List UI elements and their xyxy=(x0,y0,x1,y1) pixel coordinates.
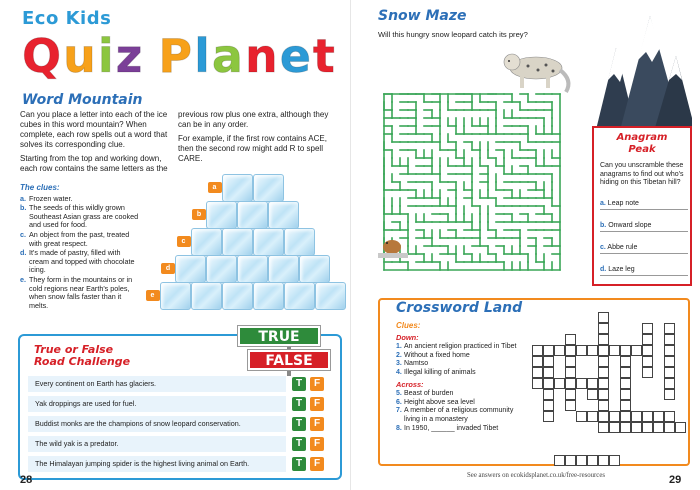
crossword-cell[interactable] xyxy=(620,411,631,422)
true-answer-box[interactable]: T xyxy=(292,457,306,471)
crossword-cell[interactable] xyxy=(664,356,675,367)
clue-letter: d. xyxy=(20,248,27,258)
clue-item xyxy=(20,195,140,204)
row-label: a xyxy=(208,182,222,193)
crossword-cell[interactable] xyxy=(598,334,609,345)
crossword-cell[interactable] xyxy=(554,345,565,356)
crossword-cell[interactable] xyxy=(642,422,653,433)
clue-number: 7. xyxy=(396,407,402,415)
clue-text: Illegal killing of animals xyxy=(404,368,476,376)
statement: Yak droppings are used for fuel. xyxy=(28,396,286,412)
crossword-cell[interactable] xyxy=(576,378,587,389)
crossword-cell[interactable] xyxy=(565,334,576,345)
clue-item xyxy=(20,231,140,248)
crossword-cell[interactable] xyxy=(664,367,675,378)
page-title xyxy=(22,28,335,84)
anagram-title xyxy=(594,132,690,156)
crossword-cell[interactable] xyxy=(609,455,620,466)
snow-maze-heading: Snow Maze xyxy=(378,8,467,24)
title-letter: i xyxy=(97,29,114,83)
crossword-cell[interactable] xyxy=(576,455,587,466)
clues-heading: The clues: xyxy=(20,183,60,192)
ice-cube-cell[interactable] xyxy=(284,282,315,310)
ice-cube-cell[interactable] xyxy=(253,174,284,202)
false-answer-box[interactable]: F xyxy=(310,457,324,471)
crossword-cell[interactable] xyxy=(642,356,653,367)
crossword-cell[interactable] xyxy=(598,455,609,466)
word-mountain-heading: Word Mountain xyxy=(22,92,143,108)
clue-item xyxy=(396,369,522,378)
statement: The Himalayan jumping spider is the highest living animal on Earth. xyxy=(28,456,286,472)
crossword-cell[interactable] xyxy=(642,367,653,378)
clue-letter: a. xyxy=(20,193,26,203)
clue-number: 6. xyxy=(396,398,402,406)
title-letter: Q xyxy=(22,29,62,83)
title-line: True or False xyxy=(34,343,114,356)
word-mountain-intro-col2 xyxy=(178,110,338,168)
crossword-cell[interactable] xyxy=(576,411,587,422)
clue-number: 5. xyxy=(396,390,402,398)
crossword-cell[interactable] xyxy=(598,411,609,422)
crossword-cell[interactable] xyxy=(631,411,642,422)
clue-letter: e. xyxy=(20,274,26,284)
crossword-cell[interactable] xyxy=(565,345,576,356)
ice-cube-cell[interactable] xyxy=(284,228,315,256)
anagram-item[interactable] xyxy=(600,222,688,232)
crossword-cell[interactable] xyxy=(532,378,543,389)
ice-cube-cell[interactable] xyxy=(222,228,253,256)
ice-cube-cell[interactable] xyxy=(299,255,330,283)
clue-item xyxy=(396,425,522,434)
crossword-cell[interactable] xyxy=(631,345,642,356)
ice-cube-cell[interactable] xyxy=(222,282,253,310)
crossword-cell[interactable] xyxy=(587,455,598,466)
crossword-cell[interactable] xyxy=(642,323,653,334)
clue-number: 1. xyxy=(396,343,402,351)
crossword-cell[interactable] xyxy=(664,345,675,356)
crossword-cell[interactable] xyxy=(554,378,565,389)
crossword-cell[interactable] xyxy=(598,367,609,378)
title-letter: u xyxy=(63,29,96,83)
crossword-cell[interactable] xyxy=(609,411,620,422)
crossword-cell[interactable] xyxy=(653,411,664,422)
page-number-right: 29 xyxy=(669,474,682,486)
crossword-cell[interactable] xyxy=(620,389,631,400)
crossword-cell[interactable] xyxy=(598,345,609,356)
clue-text: Frozen water. xyxy=(29,193,73,203)
crossword-cell[interactable] xyxy=(620,356,631,367)
crossword-cell[interactable] xyxy=(587,378,598,389)
ice-cube-cell[interactable] xyxy=(237,255,268,283)
clue-item xyxy=(20,276,140,310)
clue-text: Without a fixed home xyxy=(404,351,470,359)
crossword-cell[interactable] xyxy=(642,334,653,345)
clues-label: Clues: xyxy=(396,321,421,330)
clue-text: An object from the past, treated with great respect. xyxy=(29,229,130,248)
crossword-cell[interactable] xyxy=(598,422,609,433)
crossword-cell[interactable] xyxy=(543,389,554,400)
true-sign: TRUE xyxy=(238,326,320,346)
crossword-cell[interactable] xyxy=(543,367,554,378)
answers-note: See answers on ecokidsplanet.co.uk/free-resources xyxy=(467,472,605,479)
page-number-left: 28 xyxy=(20,474,33,486)
crossword-cell[interactable] xyxy=(532,367,543,378)
anagram-peak-panel xyxy=(592,126,692,286)
title-letter: t xyxy=(312,29,335,83)
crossword-cell[interactable] xyxy=(598,400,609,411)
anagram-item[interactable] xyxy=(600,244,688,254)
crossword-cell[interactable] xyxy=(587,411,598,422)
item-text: Onward slope xyxy=(608,222,652,229)
crossword-cell[interactable] xyxy=(620,367,631,378)
crossword-cell[interactable] xyxy=(609,345,620,356)
brand-text: Eco Kids xyxy=(22,8,112,29)
ice-cube-cell[interactable] xyxy=(160,282,191,310)
item-letter: d. xyxy=(600,266,607,273)
clue-number: 8. xyxy=(396,424,402,432)
down-label: Down: xyxy=(396,332,419,342)
crossword-cell[interactable] xyxy=(587,345,598,356)
title-letter: l xyxy=(194,29,210,83)
mountain-peaks-illustration xyxy=(594,8,692,138)
ice-cube-cell[interactable] xyxy=(315,282,346,310)
true-answer-box[interactable]: T xyxy=(292,417,306,431)
true-answer-box[interactable]: T xyxy=(292,397,306,411)
crossword-cell[interactable] xyxy=(554,455,565,466)
clue-letter: b. xyxy=(20,203,27,213)
crossword-cell[interactable] xyxy=(565,455,576,466)
crossword-cell[interactable] xyxy=(620,378,631,389)
clue-number: 3. xyxy=(396,360,402,368)
crossword-cell[interactable] xyxy=(609,422,620,433)
brand-logo xyxy=(22,8,111,29)
snow-maze-puzzle[interactable] xyxy=(378,40,576,280)
crossword-cell[interactable] xyxy=(642,345,653,356)
item-letter: a. xyxy=(600,200,606,207)
crossword-cell[interactable] xyxy=(631,422,642,433)
clue-text: The seeds of this wildly grown Southeast Asian grass are cooked and used for food. xyxy=(29,203,139,230)
clue-text: It's made of pastry, filled with cream and topped with chocolate icing. xyxy=(29,248,135,275)
crossword-cell[interactable] xyxy=(664,389,675,400)
anagram-intro: Can you unscramble these anagrams to find out who's hiding on this Tibetan hill? xyxy=(600,162,684,186)
item-text: Laze leg xyxy=(608,266,635,273)
false-sign: FALSE xyxy=(248,350,330,370)
false-answer-box[interactable]: F xyxy=(310,377,324,391)
ice-cube-cell[interactable] xyxy=(253,282,284,310)
statement: Buddist monks are the champions of snow leopard conservation. xyxy=(28,416,286,432)
false-answer-box[interactable]: F xyxy=(310,417,324,431)
clue-item xyxy=(396,352,522,361)
clue-item xyxy=(396,407,522,424)
clue-item xyxy=(396,390,522,399)
false-answer-box[interactable]: F xyxy=(310,437,324,451)
crossword-cell[interactable] xyxy=(598,323,609,334)
crossword-cell[interactable] xyxy=(565,389,576,400)
true-answer-box[interactable]: T xyxy=(292,437,306,451)
clue-number: 4. xyxy=(396,368,402,376)
clue-number: 2. xyxy=(396,351,402,359)
crossword-cell[interactable] xyxy=(543,400,554,411)
crossword-cell[interactable] xyxy=(598,312,609,323)
ice-cube-mountain xyxy=(140,168,345,318)
crossword-cell[interactable] xyxy=(565,378,576,389)
ice-cube-cell[interactable] xyxy=(175,255,206,283)
item-text: Abbe rule xyxy=(607,244,638,251)
statement: The wild yak is a predator. xyxy=(28,436,286,452)
item-letter: c. xyxy=(600,244,606,251)
crossword-cell[interactable] xyxy=(543,345,554,356)
title-gap xyxy=(144,28,156,84)
word-mountain-clues xyxy=(20,184,140,311)
ice-cube-cell[interactable] xyxy=(268,255,299,283)
crossword-cell[interactable] xyxy=(565,400,576,411)
crossword-cell[interactable] xyxy=(532,345,543,356)
crossword-grid[interactable] xyxy=(524,304,688,464)
crossword-cell[interactable] xyxy=(587,389,598,400)
crossword-cell[interactable] xyxy=(543,356,554,367)
clue-item xyxy=(396,360,522,369)
clue-text: They form in the mountains or in cold regions near Earth's poles, when snow falls faster than it melts. xyxy=(29,274,133,310)
ice-cube-cell[interactable] xyxy=(237,201,268,229)
item-text: Leap note xyxy=(607,200,639,207)
crossword-cell[interactable] xyxy=(576,345,587,356)
title-letter: z xyxy=(115,29,143,83)
crossword-cell[interactable] xyxy=(642,411,653,422)
intro-paragraph: previous row plus one extra, although they can be in any order. xyxy=(178,110,329,129)
crossword-cell[interactable] xyxy=(664,323,675,334)
crossword-cell[interactable] xyxy=(598,389,609,400)
ice-cube-cell[interactable] xyxy=(206,255,237,283)
ice-cube-cell[interactable] xyxy=(191,282,222,310)
title-line: Peak xyxy=(628,144,656,155)
ice-cube-cell[interactable] xyxy=(191,228,222,256)
ice-cube-cell[interactable] xyxy=(253,228,284,256)
crossword-cell[interactable] xyxy=(675,422,686,433)
clue-text: In 1950, ______ invaded Tibet xyxy=(404,424,499,432)
clue-text: Namtso xyxy=(404,360,429,368)
clue-item xyxy=(396,343,522,352)
crossword-clues xyxy=(396,322,522,433)
clue-item xyxy=(396,399,522,408)
false-answer-box[interactable]: F xyxy=(310,397,324,411)
clue-text: Beast of burden xyxy=(404,390,454,398)
crossword-cell[interactable] xyxy=(664,378,675,389)
title-letter: a xyxy=(211,29,243,83)
true-answer-box[interactable]: T xyxy=(292,377,306,391)
ice-cube-cell[interactable] xyxy=(206,201,237,229)
clue-text: An ancient religion practiced in Tibet xyxy=(404,343,517,351)
crossword-cell[interactable] xyxy=(620,422,631,433)
crossword-cell[interactable] xyxy=(664,334,675,345)
snow-maze-question: Will this hungry snow leopard catch its prey? xyxy=(378,30,528,39)
title-line: Anagram xyxy=(616,132,668,143)
anagram-item[interactable] xyxy=(600,200,688,210)
crossword-cell[interactable] xyxy=(532,356,543,367)
crossword-cell[interactable] xyxy=(543,411,554,422)
crossword-cell[interactable] xyxy=(543,378,554,389)
item-letter: b. xyxy=(600,222,607,229)
intro-paragraph: Can you place a letter into each of the ice cubes in this word mountain? When complete, each row spells out a word that solves its corresponding clue. xyxy=(20,110,168,149)
ice-cube-cell[interactable] xyxy=(222,174,253,202)
anagram-item[interactable] xyxy=(600,266,688,276)
crossword-cell[interactable] xyxy=(653,422,664,433)
clue-item xyxy=(20,204,140,230)
crossword-cell[interactable] xyxy=(664,411,675,422)
title-letter: n xyxy=(244,29,278,83)
title-line: Road Challenge xyxy=(34,355,131,368)
row-label: e xyxy=(146,290,160,301)
true-false-title xyxy=(34,344,130,368)
intro-paragraph: For example, if the first row contains ACE, then the second row might add R to spell CARE. xyxy=(178,134,327,163)
ice-cube-cell[interactable] xyxy=(268,201,299,229)
crossword-heading: Crossword Land xyxy=(396,300,523,316)
clue-item xyxy=(20,249,140,275)
crossword-cell[interactable] xyxy=(598,356,609,367)
row-label: c xyxy=(177,236,191,247)
intro-paragraph: Starting from the top and working down, each row contains the same letters as the xyxy=(20,154,168,173)
clue-text: Height above sea level xyxy=(404,398,475,406)
row-label: d xyxy=(161,263,175,274)
crossword-cell[interactable] xyxy=(620,345,631,356)
clue-letter: c. xyxy=(20,229,26,239)
crossword-cell[interactable] xyxy=(664,422,675,433)
title-letter: e xyxy=(279,29,311,83)
clue-text: A member of a religious community living in a monastery xyxy=(404,407,514,423)
row-label: b xyxy=(192,209,206,220)
crossword-cell[interactable] xyxy=(620,400,631,411)
across-label: Across: xyxy=(396,379,424,389)
title-letter: P xyxy=(158,29,193,83)
crossword-cell[interactable] xyxy=(565,367,576,378)
crossword-cell[interactable] xyxy=(565,356,576,367)
crossword-cell[interactable] xyxy=(598,378,609,389)
statement: Every continent on Earth has glaciers. xyxy=(28,376,286,392)
